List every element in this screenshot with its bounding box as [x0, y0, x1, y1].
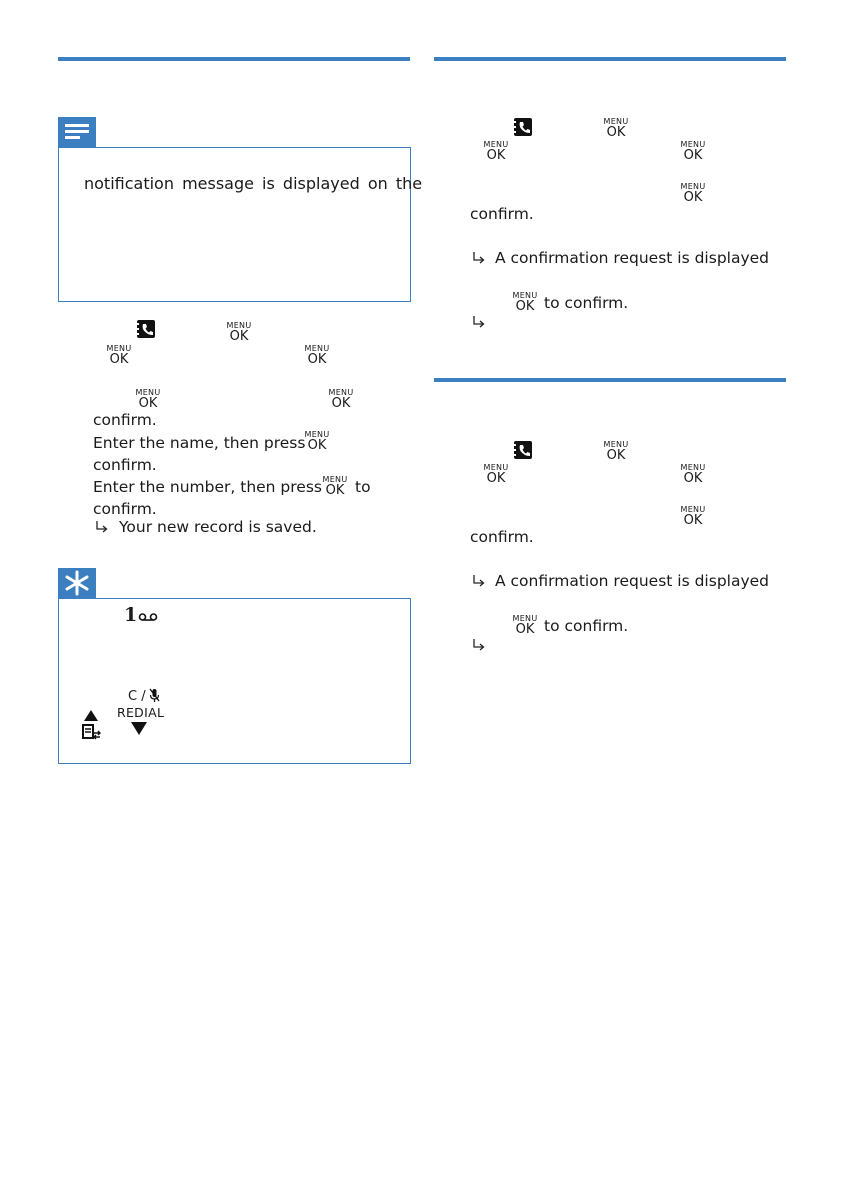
step-to-text: to — [355, 478, 371, 496]
result-arrow-icon — [473, 575, 485, 587]
down-arrow-icon — [131, 722, 147, 735]
phonebook-icon — [513, 118, 533, 136]
menu-ok-key: MENU OK — [603, 117, 629, 140]
tip-box — [58, 598, 411, 764]
right-section-rule-1 — [434, 57, 786, 61]
menu-ok-key: MENU OK — [680, 463, 706, 486]
to-confirm-text: to confirm. — [544, 294, 629, 312]
mute-mic-icon — [149, 688, 160, 703]
menu-ok-key: MENU OK — [226, 321, 252, 344]
menu-ok-key: MENU OK — [304, 430, 330, 453]
left-section-rule — [58, 57, 410, 61]
note-box — [58, 147, 411, 302]
phonebook-icon — [136, 320, 156, 338]
menu-ok-key: MENU OK — [680, 505, 706, 528]
step-confirm-text: confirm. — [93, 411, 157, 429]
step-enter-number-text: Enter the number, then press — [93, 478, 322, 496]
up-arrow-icon — [84, 710, 98, 721]
confirmation-request-text: A confirmation request is displayed — [495, 572, 770, 590]
result-saved-text: Your new record is saved. — [119, 518, 317, 536]
phonebook-icon — [513, 441, 533, 459]
step-enter-name-text: Enter the name, then press — [93, 434, 306, 452]
menu-ok-key: MENU OK — [512, 614, 538, 637]
menu-ok-key: MENU OK — [512, 291, 538, 314]
confirm-text: confirm. — [470, 205, 534, 223]
phonebook-edit-icon — [82, 724, 102, 740]
step-confirm-text: confirm. — [93, 500, 157, 518]
step-confirm-text: confirm. — [93, 456, 157, 474]
menu-ok-key: MENU OK — [603, 440, 629, 463]
to-confirm-text: to confirm. — [544, 617, 629, 635]
redial-label: REDIAL — [117, 705, 165, 720]
menu-ok-key: MENU OK — [680, 182, 706, 205]
asterisk-tip-icon — [58, 568, 96, 598]
result-arrow-icon — [473, 316, 485, 328]
result-arrow-icon — [473, 639, 485, 651]
note-text: notification message is displayed on the — [84, 174, 423, 193]
menu-ok-key: MENU OK — [483, 140, 509, 163]
note-tab — [58, 117, 96, 147]
confirm-text: confirm. — [470, 528, 534, 546]
voicemail-icon — [138, 612, 158, 622]
menu-ok-key: MENU OK — [483, 463, 509, 486]
menu-ok-key: MENU OK — [680, 140, 706, 163]
key-1-label: 1 — [124, 604, 138, 626]
menu-ok-key: MENU OK — [304, 344, 330, 367]
tip-tab — [58, 568, 96, 598]
menu-ok-key: MENU OK — [322, 475, 348, 498]
key-c-label: C / — [128, 689, 146, 704]
menu-ok-key: MENU OK — [106, 344, 132, 367]
menu-ok-key: MENU OK — [328, 388, 354, 411]
right-section-rule-2 — [434, 378, 786, 382]
result-arrow-icon — [96, 521, 108, 533]
result-arrow-icon — [473, 252, 485, 264]
confirmation-request-text: A confirmation request is displayed — [495, 249, 770, 267]
note-icon — [58, 117, 96, 147]
menu-ok-key: MENU OK — [135, 388, 161, 411]
